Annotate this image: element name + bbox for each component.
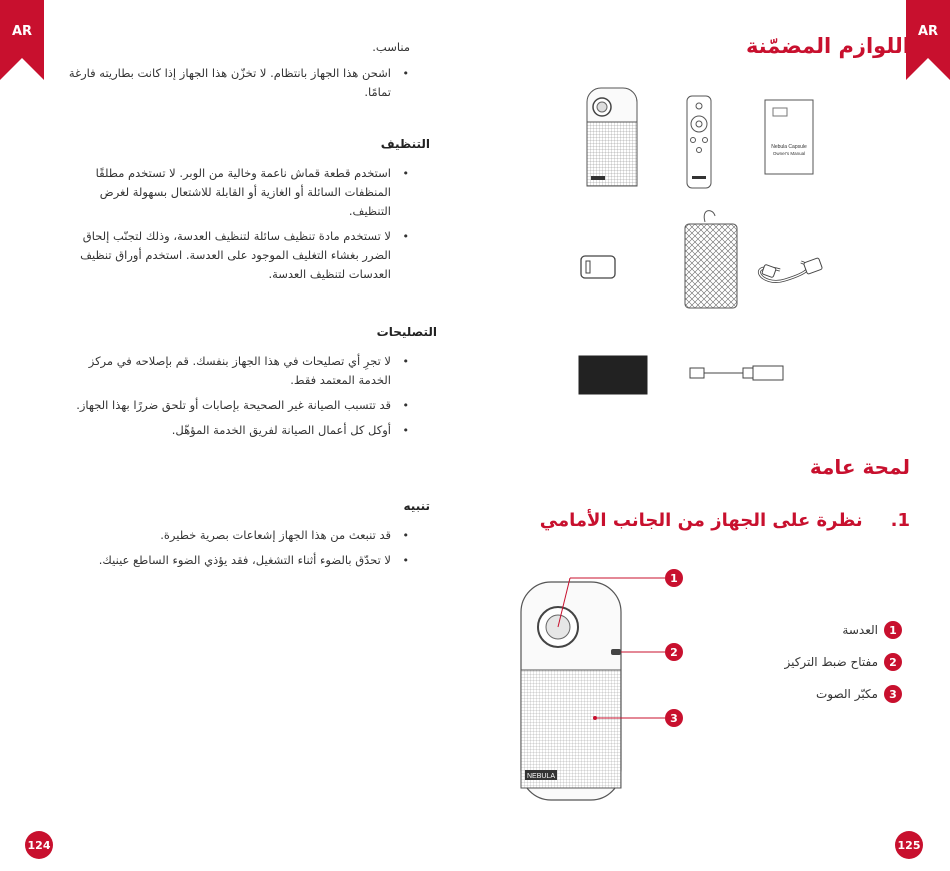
included-items-illustration	[575, 80, 875, 400]
list-item: • قد تنبعث من هذا الجهاز إشعاعات بصرية خطيرة.	[33, 526, 413, 545]
callout-1: 1	[670, 572, 678, 585]
front-view-number: 1.	[890, 510, 910, 531]
language-tab-label: AR	[11, 24, 33, 39]
language-tab-left	[0, 0, 44, 80]
language-tab-label: AR	[917, 24, 939, 39]
warning-heading: تنبيه	[403, 499, 430, 513]
repairs-heading: التصليحات	[376, 325, 437, 339]
legend-label: مكبّر الصوت	[815, 687, 878, 701]
page-number: 124	[25, 831, 53, 859]
pouch-icon	[685, 211, 737, 308]
list-item: • لا تجرِ أي تصليحات في هذا الجهاز بنفسك. قم بإصلاحه في مركز الخدمة المعتمد فقط.	[53, 352, 413, 390]
legend-item-focus	[784, 653, 902, 671]
cleaning-cloth-icon	[579, 356, 647, 394]
right-page	[475, 0, 950, 871]
list-item: • قد تتسبب الصيانة غير الصحيحة بإصابات أو تلحق ضررًا بهذا الجهاز.	[53, 396, 413, 415]
list-item: • استخدم قطعة قماش ناعمة وخالية من الوبر. لا تستخدم مطلقًا المنظفات السائلة أو الغازية أو القابلة للاشتعال بسهولة لغرض التنظيف.	[63, 164, 413, 221]
legend-number: 3	[884, 685, 902, 703]
projector-front-icon	[521, 582, 621, 800]
projector-icon	[587, 88, 637, 186]
front-view-heading	[540, 510, 910, 531]
page-number: 125	[895, 831, 923, 859]
legend-number: 2	[884, 653, 902, 671]
legend-number: 1	[884, 621, 902, 639]
intro-bullets	[63, 64, 413, 108]
warning-bullets	[33, 526, 413, 576]
included-items-title: اللوازم المضمّنة	[745, 34, 910, 58]
list-item: • لا تستخدم مادة تنظيف سائلة لتنظيف العدسة، وذلك لتجنّب إلحاق الضرر بغشاء التغليف الموجود على العدسة. استخدم أوراق تنظيف العدسات لتنظيف العدسة.	[63, 227, 413, 284]
usb-cable-icon	[759, 258, 822, 282]
repairs-bullets	[53, 352, 413, 446]
language-tab-right	[906, 0, 950, 80]
list-item: • أوكل كل أعمال الصيانة لفريق الخدمة المؤهّل.	[53, 421, 413, 440]
list-item: • اشحن هذا الجهاز بانتظام. لا تخزّن هذا الجهاز إذا كانت بطاريته فارغة تمامًا.	[63, 64, 413, 102]
manual-line-2: Owner's Manual	[772, 151, 806, 156]
list-item: • لا تحدّق بالضوء أثناء التشغيل، فقد يؤذي الضوء الساطع عينيك.	[33, 551, 413, 570]
cleaning-heading: التنظيف	[380, 137, 430, 151]
legend-label: مفتاح ضبط التركيز	[784, 655, 878, 669]
legend-label: العدسة	[842, 623, 878, 637]
callout-3: 3	[670, 712, 678, 725]
overview-title: لمحة عامة	[809, 455, 910, 479]
remote-icon	[687, 96, 711, 188]
charger-icon	[581, 256, 615, 278]
cleaning-bullets	[63, 164, 413, 290]
otg-cable-icon	[690, 366, 783, 380]
legend-item-speaker	[816, 685, 902, 703]
intro-line: مناسب.	[372, 40, 410, 54]
manual-icon	[765, 100, 813, 174]
legend-item-lens	[842, 621, 902, 639]
front-view-illustration	[515, 560, 715, 810]
manual-line-1: Nebula Capsule	[771, 144, 807, 150]
front-view-title: نظرة على الجهاز من الجانب الأمامي	[539, 510, 863, 531]
device-brand: NEBULA	[526, 773, 556, 780]
callout-2: 2	[670, 646, 678, 659]
